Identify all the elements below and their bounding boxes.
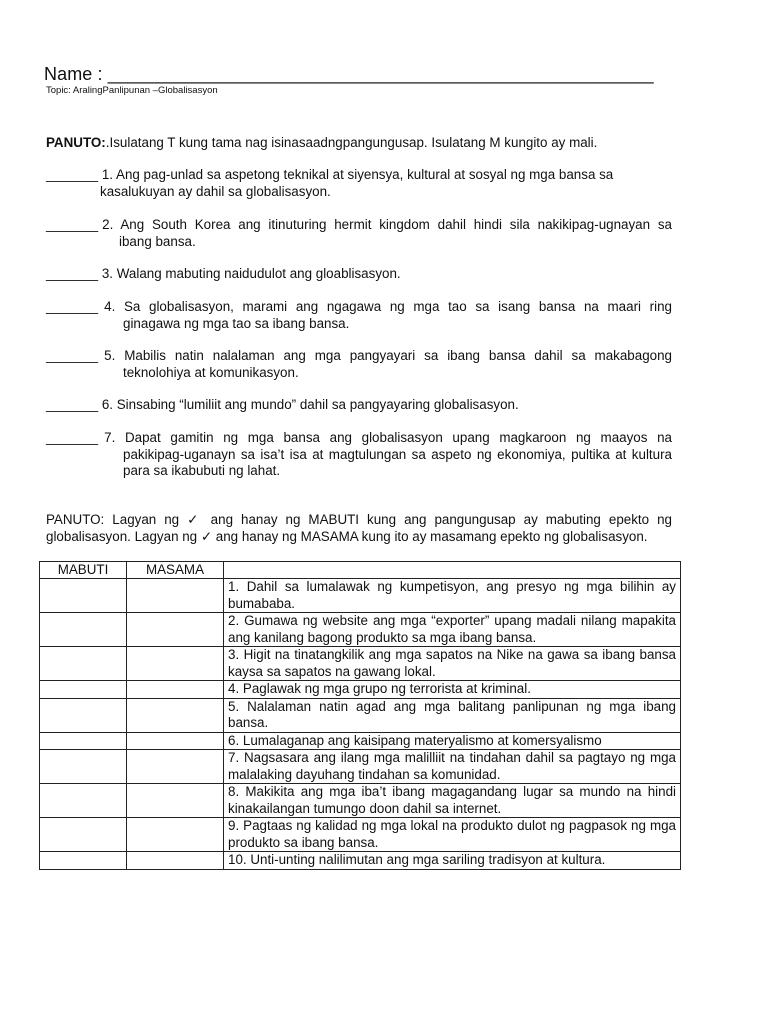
statement-cell: 3. Higit na tinatangkilik ang mga sapatos na Nike na gawa sa ibang bansa kaysa sa sapatos na gawang lokal. — [224, 647, 681, 681]
masama-check-cell[interactable] — [127, 647, 224, 681]
column-header-mabuti: MABUTI — [40, 562, 127, 579]
table-body — [40, 579, 681, 870]
list-item — [46, 299, 672, 332]
topic-line: Topic: AralingPanlipunan –Globalisasyon — [46, 85, 218, 96]
masama-check-cell[interactable] — [127, 579, 224, 613]
list-item — [46, 397, 672, 414]
item-text: 6. Sinsabing “lumiliit ang mundo” dahil sa pangyayaring globalisasyon. — [98, 397, 519, 412]
statement-cell: 7. Nagsasara ang ilang mga malilliit na tindahan dahil sa pagtayo ng mga malalaking dayuhang tindahan sa komunidad. — [224, 750, 681, 784]
table-row — [40, 681, 681, 699]
item-text: 7. Dapat gamitin ng mga bansa ang globalisasyon upang magkaroon ng maayos na — [104, 430, 672, 445]
table-row — [40, 732, 681, 750]
mabuti-check-cell[interactable] — [40, 647, 127, 681]
classification-table — [39, 561, 681, 870]
table-row — [40, 852, 681, 870]
answer-blank: _______ — [46, 266, 99, 281]
answer-blank: _______ — [46, 167, 99, 182]
part2-instruction: PANUTO: Lagyan ng ✓ ang hanay ng MABUTI kung ang pangungusap ay mabuting epekto ng globalisasyon. Lagyan ng ✓ ang hanay ng MASAMA kung ito ay masamang epekto ng globalisasyon. — [46, 512, 672, 544]
item-text-continued: kasalukuyan ay dahil sa globalisasyon. — [100, 183, 331, 199]
table-row — [40, 613, 681, 647]
item-text: 4. Sa globalisasyon, marami ang ngagawa ng mga tao sa isang bansa na maari ring — [104, 299, 672, 314]
list-item — [46, 167, 672, 200]
answer-blank: _______ — [46, 217, 99, 232]
table-row — [40, 647, 681, 681]
item-text: 1. Ang pag-unlad sa aspetong teknikal at siyensya, kultural at sosyal ng mga bansa sa — [98, 167, 614, 182]
mabuti-check-cell[interactable] — [40, 818, 127, 852]
list-item — [46, 348, 672, 381]
part1-instruction-text: .Isulatang T kung tama nag isinasaadngpangungusap. Isulatang M kungito ay mali. — [105, 135, 598, 150]
statement-cell: 6. Lumalaganap ang kaisipang materyalismo at komersyalismo — [224, 732, 681, 750]
masama-check-cell[interactable] — [127, 732, 224, 750]
masama-check-cell[interactable] — [127, 681, 224, 699]
table-row — [40, 579, 681, 613]
answer-blank: _______ — [46, 299, 99, 314]
item-text-continued: para sa ikabubuti ng lahat. — [123, 463, 281, 478]
mabuti-check-cell[interactable] — [40, 750, 127, 784]
mabuti-check-cell[interactable] — [40, 732, 127, 750]
statement-cell: 10. Unti-unting nalilimutan ang mga sariling tradisyon at kultura. — [224, 852, 681, 870]
masama-check-cell[interactable] — [127, 613, 224, 647]
statement-cell: 8. Makikita ang mga iba’t ibang magagandang lugar sa mundo na hindi kinakailangan tumungo doon dahil sa internet. — [224, 784, 681, 818]
item-line — [46, 430, 672, 447]
item-line — [46, 348, 672, 365]
statement-cell: 5. Nalalaman natin agad ang mga balitang panlipunan ng mga ibang bansa. — [224, 698, 681, 732]
panuto-label: PANUTO: — [46, 135, 106, 150]
item-line — [46, 217, 672, 234]
statement-cell: 1. Dahil sa lumalawak ng kumpetisyon, ang presyo ng mga bilihin ay bumababa. — [224, 579, 681, 613]
answer-blank: _______ — [46, 430, 99, 445]
item-text-continued: pakikipag-uganayn sa isa’t isa at magtulungan sa aspeto ng ekonomiya, pultika at kultura — [123, 446, 672, 462]
table-row — [40, 818, 681, 852]
statement-cell: 2. Gumawa ng website ang mga “exporter” upang madali nilang mapakita ang kanilang bagong produkto sa mga ibang bansa. — [224, 613, 681, 647]
masama-check-cell[interactable] — [127, 698, 224, 732]
item-text: 5. Mabilis natin nalalaman ang mga pangyayari sa ibang bansa dahil sa makabagong — [104, 348, 672, 363]
list-item — [46, 217, 672, 250]
column-header-masama: MASAMA — [127, 562, 224, 579]
part1-instruction — [46, 135, 597, 150]
list-item — [46, 266, 672, 283]
mabuti-check-cell[interactable] — [40, 784, 127, 818]
masama-check-cell[interactable] — [127, 818, 224, 852]
column-header-statement — [224, 562, 681, 579]
table-row — [40, 750, 681, 784]
mabuti-check-cell[interactable] — [40, 579, 127, 613]
answer-blank: _______ — [46, 348, 99, 363]
item-text: 2. Ang South Korea ang itinuturing hermit kingdom dahil hindi sila nakikipag-ugnayan sa — [102, 217, 672, 232]
mabuti-check-cell[interactable] — [40, 613, 127, 647]
mabuti-check-cell[interactable] — [40, 852, 127, 870]
mabuti-check-cell[interactable] — [40, 681, 127, 699]
item-text-continued: teknolohiya at komunikasyon. — [123, 364, 299, 380]
list-item — [46, 430, 672, 480]
masama-check-cell[interactable] — [127, 784, 224, 818]
table-header-row — [40, 562, 681, 579]
answer-blank: _______ — [46, 397, 99, 412]
masama-check-cell[interactable] — [127, 852, 224, 870]
table-row — [40, 698, 681, 732]
table-row — [40, 784, 681, 818]
item-text-continued: ibang bansa. — [119, 233, 196, 249]
statement-cell: 9. Pagtaas ng kalidad ng mga lokal na produkto dulot ng pagpasok ng mga produkto sa ibang bansa. — [224, 818, 681, 852]
item-text-continued: ginagawa ng mga tao sa ibang bansa. — [123, 315, 350, 331]
item-line — [46, 299, 672, 316]
masama-check-cell[interactable] — [127, 750, 224, 784]
name-field-label: Name : ______________________________________________________ — [44, 64, 654, 84]
mabuti-check-cell[interactable] — [40, 698, 127, 732]
item-text: 3. Walang mabuting naidudulot ang gloablisasyon. — [98, 266, 401, 281]
statement-cell: 4. Paglawak ng mga grupo ng terrorista at kriminal. — [224, 681, 681, 699]
